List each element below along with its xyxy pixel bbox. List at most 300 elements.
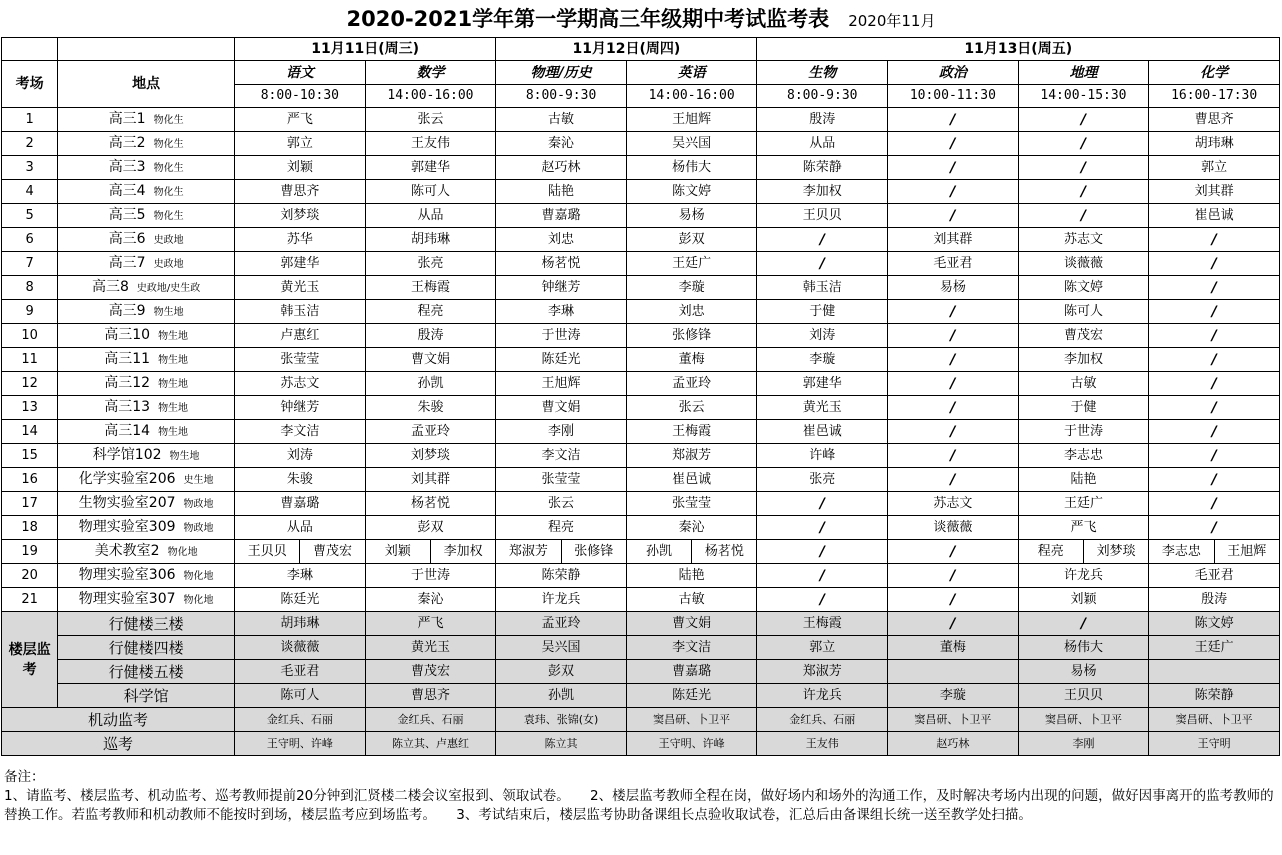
table-row <box>2 252 1280 276</box>
patrol-row <box>2 732 1280 756</box>
invigilator-cell: 杨茗悦 <box>365 492 496 516</box>
invigilator-cell: 殷涛 <box>1149 588 1280 612</box>
page-title: 2020-2021学年第一学期高三年级期中考试监考表 <box>346 7 830 31</box>
invigilator-cell: 韩玉洁 <box>235 300 366 324</box>
invigilator-cell: 张云 <box>496 492 627 516</box>
invigilator-cell: 张莹莹 <box>235 348 366 372</box>
invigilator-cell: 陆艳 <box>626 564 757 588</box>
invigilator-cell: 张云 <box>626 396 757 420</box>
subject-combo: 物化地 <box>167 546 198 558</box>
invigilator-cell: 王廷广 <box>626 252 757 276</box>
invigilator-cell: / <box>888 420 1019 444</box>
day-header: 11月13日(周五) <box>757 38 1280 61</box>
invigilator-cell <box>496 540 627 564</box>
mobile-row-cell: 窦昌研、卜卫平 <box>1149 708 1280 732</box>
invigilator-cell: / <box>888 468 1019 492</box>
floor-invigilator: 毛亚君 <box>235 660 366 684</box>
floor-invigilator: 曹茂宏 <box>365 660 496 684</box>
floor-invigilator: 李璇 <box>888 684 1019 708</box>
invigilator-cell: 李加权 <box>757 180 888 204</box>
location-cell <box>58 396 235 420</box>
subject-combo: 物化地 <box>183 594 214 606</box>
invigilator-cell <box>1018 540 1149 564</box>
invigilator-cell: 王梅霞 <box>365 276 496 300</box>
invigilator-cell: 刘其群 <box>365 468 496 492</box>
invigilator-cell: 严飞 <box>235 108 366 132</box>
room-number: 10 <box>2 324 58 348</box>
invigilator-cell: 陈廷光 <box>496 348 627 372</box>
invigilator-cell: 李琳 <box>496 300 627 324</box>
patrol-row-cell: 王友伟 <box>757 732 888 756</box>
invigilator-cell: 曹思齐 <box>1149 108 1280 132</box>
split-cell <box>496 540 626 563</box>
subject-combo: 物政地 <box>183 498 214 510</box>
day-header: 11月11日(周三) <box>235 38 496 61</box>
invigilator-cell <box>365 540 496 564</box>
floor-invigilator: 王梅霞 <box>757 612 888 636</box>
floor-name: 行健楼四楼 <box>58 636 235 660</box>
room-number: 21 <box>2 588 58 612</box>
invigilator-cell: / <box>888 180 1019 204</box>
invigilator-cell: / <box>1149 396 1280 420</box>
subject-combo: 物政地 <box>183 522 214 534</box>
table-row <box>2 492 1280 516</box>
location-header: 地点 <box>58 61 235 108</box>
table-row <box>2 228 1280 252</box>
location-name: 高三13 <box>104 398 151 415</box>
floor-invigilator: 杨伟大 <box>1018 636 1149 660</box>
split-cell <box>366 540 496 563</box>
invigilator-cell: 崔邑诚 <box>1149 204 1280 228</box>
invigilator-cell: 于世涛 <box>496 324 627 348</box>
invigilator-cell: 李文洁 <box>235 420 366 444</box>
invigilator-cell: 钟继芳 <box>235 396 366 420</box>
floor-invigilator: 曹文娟 <box>626 612 757 636</box>
room-number: 4 <box>2 180 58 204</box>
invigilator-cell: / <box>888 396 1019 420</box>
location-cell <box>58 492 235 516</box>
invigilator-cell: 古敏 <box>1018 372 1149 396</box>
invigilator-cell: / <box>757 228 888 252</box>
invigilator-cell: 李琳 <box>235 564 366 588</box>
table-row <box>2 420 1280 444</box>
invigilator-cell: 李刚 <box>496 420 627 444</box>
invigilator-cell: 崔邑诚 <box>757 420 888 444</box>
invigilator-cell: 陈文婷 <box>1018 276 1149 300</box>
subject-combo: 物生地 <box>169 450 200 462</box>
floor-invigilator: / <box>1018 612 1149 636</box>
invigilator-cell: 张亮 <box>365 252 496 276</box>
floor-invigilator: 曹嘉璐 <box>626 660 757 684</box>
subject-header-row <box>2 61 1280 85</box>
invigilator-cell: 王廷广 <box>1018 492 1149 516</box>
invigilator-cell: 李璇 <box>757 348 888 372</box>
subject-combo: 物化生 <box>153 162 184 174</box>
invigilator-cell: 李志忠 <box>1018 444 1149 468</box>
subject-header: 数学 <box>365 61 496 85</box>
location-name: 高三12 <box>104 374 151 391</box>
location-name: 高三2 <box>108 134 146 151</box>
mobile-row-label: 机动监考 <box>2 708 235 732</box>
header-blank <box>58 38 235 61</box>
invigilator-cell: 张修锋 <box>626 324 757 348</box>
location-name: 高三7 <box>108 254 146 271</box>
invigilator-cell: 曹嘉璐 <box>235 492 366 516</box>
table-row <box>2 180 1280 204</box>
teacher-name: 李志忠 <box>1149 540 1214 563</box>
patrol-row-cell: 赵巧林 <box>888 732 1019 756</box>
invigilator-cell: 刘梦琰 <box>365 444 496 468</box>
location-name: 高三3 <box>108 158 146 175</box>
invigilator-cell: 王贝贝 <box>757 204 888 228</box>
invigilator-cell: 李璇 <box>626 276 757 300</box>
invigilator-cell: / <box>1149 372 1280 396</box>
invigilator-cell: / <box>757 252 888 276</box>
location-cell <box>58 108 235 132</box>
invigilator-cell: / <box>888 156 1019 180</box>
invigilator-cell: / <box>1149 300 1280 324</box>
invigilator-cell: 陈文婷 <box>626 180 757 204</box>
floor-invigilator: 黄光玉 <box>365 636 496 660</box>
invigilator-cell: 吴兴国 <box>626 132 757 156</box>
room-number: 17 <box>2 492 58 516</box>
invigilator-cell: 郭立 <box>1149 156 1280 180</box>
teacher-name: 李加权 <box>443 543 483 559</box>
invigilator-cell: 彭双 <box>626 228 757 252</box>
invigilator-cell: 李文洁 <box>496 444 627 468</box>
table-row <box>2 156 1280 180</box>
invigilator-cell: 刘颖 <box>235 156 366 180</box>
room-number: 19 <box>2 540 58 564</box>
invigilator-cell: 秦沁 <box>626 516 757 540</box>
teacher-name: 曹茂宏 <box>313 543 353 559</box>
invigilator-cell: 殷涛 <box>757 108 888 132</box>
invigilator-cell: 古敏 <box>496 108 627 132</box>
floor-invigilator <box>1149 660 1280 684</box>
header-blank <box>2 38 58 61</box>
location-name: 高三14 <box>104 422 151 439</box>
invigilator-cell: 赵巧林 <box>496 156 627 180</box>
invigilator-cell: 胡玮琳 <box>365 228 496 252</box>
subject-combo: 物化地 <box>183 570 214 582</box>
invigilator-cell: 陈廷光 <box>235 588 366 612</box>
teacher-name: 王旭辉 <box>1227 543 1267 559</box>
mobile-row-cell: 窦昌研、卜卫平 <box>1018 708 1149 732</box>
subject-combo: 物生地 <box>158 330 189 342</box>
invigilator-cell: 朱骏 <box>235 468 366 492</box>
room-header: 考场 <box>2 61 58 108</box>
subject-header: 语文 <box>235 61 366 85</box>
invigilator-cell: 曹嘉璐 <box>496 204 627 228</box>
invigilator-cell: 董梅 <box>626 348 757 372</box>
invigilator-cell: 刘涛 <box>235 444 366 468</box>
invigilator-cell: 钟继芳 <box>496 276 627 300</box>
invigilator-cell: 韩玉洁 <box>757 276 888 300</box>
invigilator-cell: / <box>1149 444 1280 468</box>
subject-combo: 物生地 <box>158 426 189 438</box>
table-row <box>2 324 1280 348</box>
floor-invigilator: 陈文婷 <box>1149 612 1280 636</box>
subject-combo: 史政地 <box>153 234 184 246</box>
invigilator-cell: / <box>888 324 1019 348</box>
invigilator-cell: / <box>888 300 1019 324</box>
invigilator-cell <box>626 540 757 564</box>
floor-row <box>2 660 1280 684</box>
location-cell <box>58 348 235 372</box>
split-cell <box>1149 540 1279 563</box>
title-bar <box>0 0 1282 38</box>
invigilator-cell: 陈可人 <box>1018 300 1149 324</box>
invigilator-cell: 王梅霞 <box>626 420 757 444</box>
location-name: 物理实验室306 <box>78 566 176 583</box>
table-row <box>2 444 1280 468</box>
room-number: 12 <box>2 372 58 396</box>
location-name: 物理实验室307 <box>78 590 176 607</box>
floor-invigilator: 王贝贝 <box>1018 684 1149 708</box>
teacher-name: 张修锋 <box>574 543 614 559</box>
invigilator-cell: 易杨 <box>888 276 1019 300</box>
floor-invigilator: 曹思齐 <box>365 684 496 708</box>
invigilator-cell: 郭建华 <box>235 252 366 276</box>
invigilator-cell: 刘梦琰 <box>235 204 366 228</box>
invigilator-cell: / <box>757 564 888 588</box>
invigilator-cell: 杨茗悦 <box>496 252 627 276</box>
floor-invigilator <box>888 660 1019 684</box>
location-cell <box>58 156 235 180</box>
location-name: 美术教室2 <box>94 542 160 559</box>
subject-header: 生物 <box>757 61 888 85</box>
subject-header: 政治 <box>888 61 1019 85</box>
floor-invigilator: 严飞 <box>365 612 496 636</box>
room-number: 5 <box>2 204 58 228</box>
invigilator-cell: 朱骏 <box>365 396 496 420</box>
invigilator-cell: / <box>1018 156 1149 180</box>
invigilator-cell: 许龙兵 <box>496 588 627 612</box>
subject-header: 英语 <box>626 61 757 85</box>
invigilator-cell: 古敏 <box>626 588 757 612</box>
invigilator-cell: 毛亚君 <box>888 252 1019 276</box>
invigilator-cell: 从品 <box>235 516 366 540</box>
mobile-row-cell: 窦昌研、卜卫平 <box>626 708 757 732</box>
invigilator-cell: 陈荣静 <box>496 564 627 588</box>
table-row <box>2 204 1280 228</box>
teacher-name: 孙凯 <box>627 540 692 563</box>
invigilator-cell: / <box>888 204 1019 228</box>
invigilator-cell: 程亮 <box>365 300 496 324</box>
invigilator-cell: / <box>888 444 1019 468</box>
floor-name: 行健楼五楼 <box>58 660 235 684</box>
invigilator-cell: / <box>1018 132 1149 156</box>
floor-invigilator: 许龙兵 <box>757 684 888 708</box>
teacher-name: 郑淑芳 <box>496 540 561 563</box>
floor-invigilator: 彭双 <box>496 660 627 684</box>
invigilator-cell: / <box>888 348 1019 372</box>
patrol-row-cell: 王守明 <box>1149 732 1280 756</box>
location-cell <box>58 204 235 228</box>
room-number: 9 <box>2 300 58 324</box>
subject-header: 物理/历史 <box>496 61 627 85</box>
time-header: 16:00-17:30 <box>1149 85 1280 108</box>
invigilator-cell: 卢惠红 <box>235 324 366 348</box>
invigilator-cell: / <box>1018 204 1149 228</box>
invigilator-cell: 刘颖 <box>1018 588 1149 612</box>
table-row <box>2 372 1280 396</box>
invigilator-cell: 杨伟大 <box>626 156 757 180</box>
invigilator-cell: / <box>1018 180 1149 204</box>
location-name: 高三5 <box>108 206 146 223</box>
subject-combo: 物生地 <box>158 354 189 366</box>
invigilator-cell: 张莹莹 <box>626 492 757 516</box>
invigilator-cell: / <box>888 540 1019 564</box>
teacher-name: 刘梦琰 <box>1096 543 1136 559</box>
table-row <box>2 276 1280 300</box>
invigilator-cell: / <box>757 588 888 612</box>
teacher-name: 刘颖 <box>366 540 431 563</box>
mobile-row <box>2 708 1280 732</box>
invigilator-cell: / <box>1149 492 1280 516</box>
invigilator-cell: / <box>1149 276 1280 300</box>
floor-invigilator: / <box>888 612 1019 636</box>
location-cell <box>58 564 235 588</box>
invigilation-table <box>1 37 1280 756</box>
room-number: 14 <box>2 420 58 444</box>
invigilator-cell: / <box>888 372 1019 396</box>
location-cell <box>58 180 235 204</box>
invigilator-cell: 毛亚君 <box>1149 564 1280 588</box>
invigilator-cell: 于世涛 <box>1018 420 1149 444</box>
table-row <box>2 300 1280 324</box>
invigilator-cell: / <box>757 516 888 540</box>
time-header: 8:00-9:30 <box>496 85 627 108</box>
date-label: 2020年11月 <box>848 12 936 30</box>
subject-combo: 物生地 <box>158 378 189 390</box>
floor-invigilator: 孟亚玲 <box>496 612 627 636</box>
invigilator-cell: 王旭辉 <box>496 372 627 396</box>
invigilator-cell: 王友伟 <box>365 132 496 156</box>
floor-invigilator: 郑淑芳 <box>757 660 888 684</box>
location-name: 高三8 <box>92 278 129 295</box>
invigilator-cell: 刘涛 <box>757 324 888 348</box>
location-cell <box>58 276 235 300</box>
subject-combo: 物生地 <box>153 306 184 318</box>
location-name: 高三10 <box>104 326 151 343</box>
invigilator-cell: / <box>1149 516 1280 540</box>
invigilator-cell: 孟亚玲 <box>626 372 757 396</box>
invigilator-cell: / <box>888 564 1019 588</box>
invigilator-cell <box>1149 540 1280 564</box>
time-header: 14:00-15:30 <box>1018 85 1149 108</box>
floor-invigilator: 王廷广 <box>1149 636 1280 660</box>
day-header: 11月12日(周四) <box>496 38 757 61</box>
invigilator-cell: 从品 <box>365 204 496 228</box>
room-number: 13 <box>2 396 58 420</box>
teacher-name: 程亮 <box>1019 540 1084 563</box>
room-number: 8 <box>2 276 58 300</box>
invigilator-cell: 苏志文 <box>235 372 366 396</box>
time-header: 10:00-11:30 <box>888 85 1019 108</box>
subject-combo: 物化生 <box>153 114 184 126</box>
room-number: 11 <box>2 348 58 372</box>
invigilator-cell: 孙凯 <box>365 372 496 396</box>
floor-row <box>2 612 1280 636</box>
invigilator-cell <box>235 540 366 564</box>
room-number: 16 <box>2 468 58 492</box>
invigilator-cell: 刘忠 <box>626 300 757 324</box>
invigilator-cell: / <box>1149 348 1280 372</box>
location-cell <box>58 516 235 540</box>
location-cell <box>58 468 235 492</box>
invigilator-cell: 彭双 <box>365 516 496 540</box>
invigilator-cell: 陆艳 <box>496 180 627 204</box>
mobile-row-cell: 金红兵、石丽 <box>365 708 496 732</box>
invigilator-cell: 易杨 <box>626 204 757 228</box>
invigilator-cell: 苏华 <box>235 228 366 252</box>
floor-invigilator: 胡玮琳 <box>235 612 366 636</box>
split-cell <box>627 540 757 563</box>
mobile-row-cell: 窦昌研、卜卫平 <box>888 708 1019 732</box>
time-header: 14:00-16:00 <box>365 85 496 108</box>
location-name: 高三4 <box>108 182 146 199</box>
room-number: 2 <box>2 132 58 156</box>
patrol-row-cell: 王守明、许峰 <box>626 732 757 756</box>
invigilator-cell: 刘其群 <box>1149 180 1280 204</box>
invigilator-cell: 从品 <box>757 132 888 156</box>
patrol-row-label: 巡考 <box>2 732 235 756</box>
invigilator-cell: 曹茂宏 <box>1018 324 1149 348</box>
location-name: 科学馆102 <box>92 446 162 463</box>
room-number: 20 <box>2 564 58 588</box>
subject-combo: 物化生 <box>153 210 184 222</box>
invigilator-cell: 陆艳 <box>1018 468 1149 492</box>
location-name: 高三6 <box>108 230 146 247</box>
subject-combo: 物生地 <box>158 402 189 414</box>
invigilator-cell: 程亮 <box>496 516 627 540</box>
invigilator-cell: / <box>1149 228 1280 252</box>
room-number: 7 <box>2 252 58 276</box>
invigilator-cell: 严飞 <box>1018 516 1149 540</box>
location-cell <box>58 588 235 612</box>
patrol-row-cell: 王守明、许峰 <box>235 732 366 756</box>
mobile-row-cell: 金红兵、石丽 <box>235 708 366 732</box>
table-row <box>2 564 1280 588</box>
invigilator-cell: 曹思齐 <box>235 180 366 204</box>
invigilator-cell: 张莹莹 <box>496 468 627 492</box>
invigilator-cell: 刘其群 <box>888 228 1019 252</box>
invigilator-cell: 殷涛 <box>365 324 496 348</box>
invigilator-cell: / <box>1149 252 1280 276</box>
table-row <box>2 132 1280 156</box>
location-name: 高三11 <box>104 350 151 367</box>
invigilator-cell: / <box>888 108 1019 132</box>
floor-label: 楼层监考 <box>2 612 58 708</box>
invigilator-cell: 黄光玉 <box>235 276 366 300</box>
table-row <box>2 540 1280 564</box>
floor-name: 科学馆 <box>58 684 235 708</box>
location-cell <box>58 372 235 396</box>
subject-header: 化学 <box>1149 61 1280 85</box>
invigilator-cell: / <box>757 492 888 516</box>
invigilator-cell: 于世涛 <box>365 564 496 588</box>
teacher-name: 王贝贝 <box>235 540 300 563</box>
teacher-name: 杨茗悦 <box>704 543 744 559</box>
location-cell <box>58 420 235 444</box>
invigilator-cell: 王旭辉 <box>626 108 757 132</box>
invigilator-cell: / <box>1149 420 1280 444</box>
patrol-row-cell: 李刚 <box>1018 732 1149 756</box>
mobile-row-cell: 金红兵、石丽 <box>757 708 888 732</box>
subject-combo: 物化生 <box>153 138 184 150</box>
location-cell <box>58 132 235 156</box>
